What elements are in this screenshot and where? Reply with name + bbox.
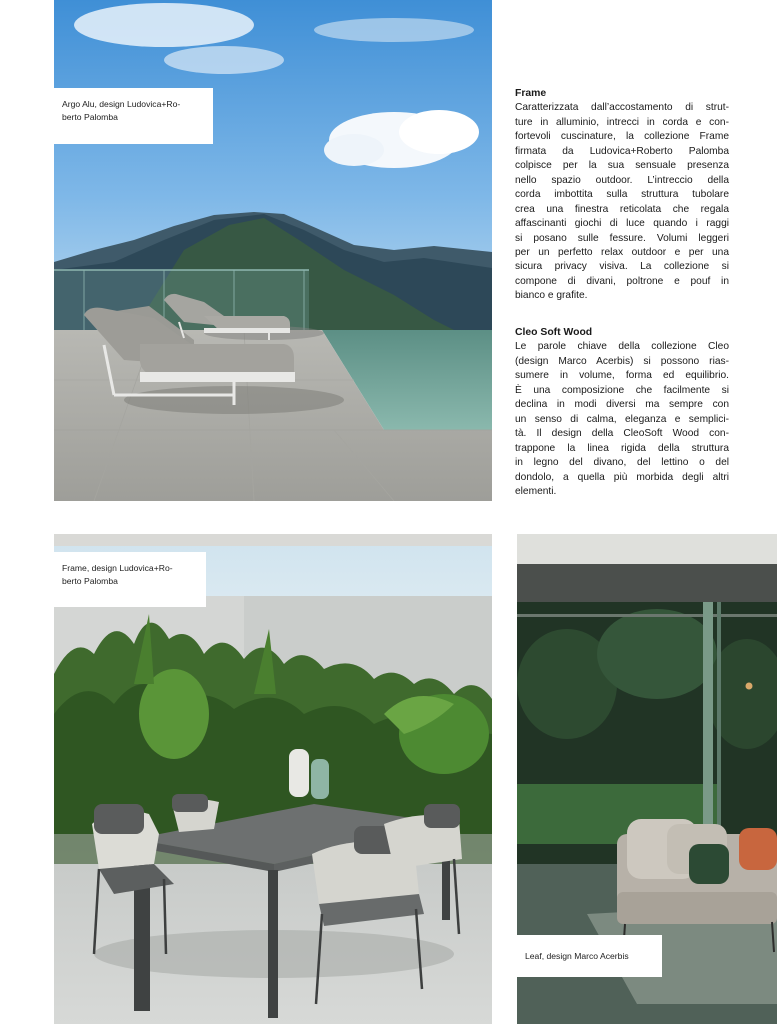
article-line: nello spazio outdoor. L’intreccio della (515, 174, 729, 186)
article-line: declina in modi diversi ma sempre con (515, 399, 729, 411)
caption-frame (54, 552, 206, 607)
photo-dining-set (54, 534, 492, 1024)
article-line: un senso di calma, eleganza e semplici- (515, 413, 729, 425)
article-line: trappone la linea rigida della struttura (515, 442, 729, 454)
article-line: Le parole chiave della collezione Cleo (515, 341, 729, 353)
article-line: sicura privacy visiva. La collezione si (515, 261, 729, 273)
article-line: È una composizione che facilmente si (515, 384, 729, 396)
caption-line: Argo Alu, design Ludovica+Ro- (62, 99, 181, 109)
article-line: affascinanti giochi di luce quando i raggi (515, 218, 729, 230)
article-heading: Frame (515, 88, 547, 99)
article-frame (515, 87, 729, 304)
sun-loungers-illustration (54, 0, 492, 501)
article-line: fortevoli cuscinature, la collezione Frame (515, 131, 729, 143)
article-line: ture in alluminio, intrecci in corda e con- (515, 116, 729, 128)
caption-leaf (517, 935, 662, 977)
caption-line: berto Palomba (62, 111, 118, 122)
article-line: corda imbottita sulla struttura tubolare (515, 189, 729, 201)
article-line: elementi. (515, 485, 557, 497)
article-heading: Cleo Soft Wood (515, 327, 593, 338)
article-line: dondolo, a quella più morbida degli altri (515, 471, 729, 483)
article-line: crea una finestra reticolata che regala (515, 203, 729, 215)
article-line: per un perfetto relax outdoor e per una (515, 246, 729, 258)
article-line: Caratterizzata dall’accostamento di strut- (515, 102, 729, 114)
article-line: (design Marco Acerbis) si possono rias- (515, 355, 729, 367)
caption-line: Leaf, design Marco Acerbis (525, 951, 629, 961)
article-line: si posano sulle fessure. Volumi leggeri (515, 232, 729, 244)
article-line: colpisce per la sua sensuale presenza (515, 160, 729, 172)
photo-sun-loungers (54, 0, 492, 501)
article-line: sumere in volume, forma ed equilibrio. (515, 370, 729, 382)
article-line: compone di divani, poltrone e pouf in (515, 275, 729, 287)
caption-argo-alu (54, 88, 213, 144)
article-line: tà. Il design della CleoSoft Wood con- (515, 428, 729, 440)
dining-set-illustration (54, 534, 492, 1024)
caption-line: berto Palomba (62, 575, 118, 586)
article-line: firmata da Ludovica+Roberto Palomba (515, 145, 729, 157)
caption-line: Frame, design Ludovica+Ro- (62, 563, 173, 573)
article-cleo-soft-wood (515, 326, 729, 499)
article-line: in legno del divano, del lettino o del (515, 457, 729, 469)
article-line: bianco e grafite. (515, 290, 588, 302)
